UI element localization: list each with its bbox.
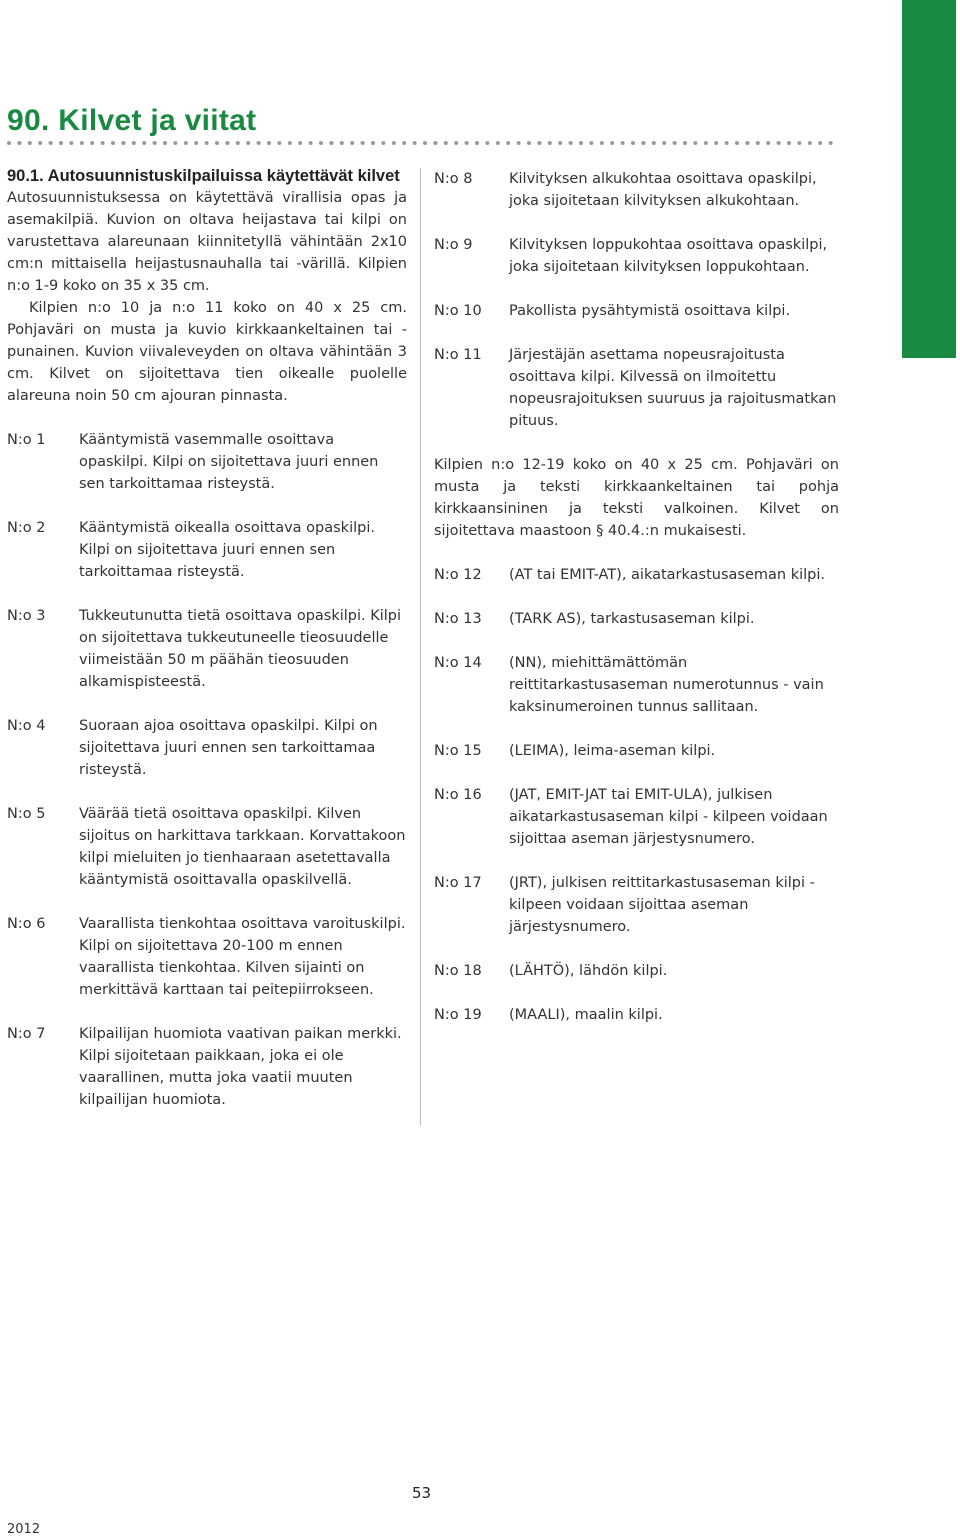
section-title: 90.1. Autosuunnistuskilpailuissa käytettävät kilvet <box>7 167 400 185</box>
page-number: 53 <box>412 1484 432 1502</box>
sign-description: (AT tai EMIT-AT), aikatarkastusaseman kilpi. <box>509 567 825 583</box>
sign-number: N:o 11 <box>434 347 482 363</box>
sign-number: N:o 10 <box>434 303 482 319</box>
sign-item-9 <box>434 234 839 278</box>
sign-description: Vaarallista tienkohtaa osoittava varoituskilpi. Kilpi on sijoitettava 20-100 m ennen vaarallista tienkohtaa. Kilven sijainti on merkittävä karttaan tai peitepiirrokseen. <box>79 916 406 998</box>
sign-number: N:o 17 <box>434 875 482 891</box>
sign-item-4 <box>7 715 407 781</box>
sign-item-15 <box>434 740 839 762</box>
sign-number: N:o 12 <box>434 567 482 583</box>
sign-item-18 <box>434 960 839 982</box>
sign-description: (TARK AS), tarkastusaseman kilpi. <box>509 611 755 627</box>
sign-number: N:o 15 <box>434 743 482 759</box>
sign-number: N:o 14 <box>434 655 482 671</box>
sign-number: N:o 6 <box>7 916 46 932</box>
sign-description: (LEIMA), leima-aseman kilpi. <box>509 743 716 759</box>
sign-item-11 <box>434 344 839 432</box>
sign-item-6 <box>7 913 407 1001</box>
sign-item-10 <box>434 300 839 322</box>
sign-item-1 <box>7 429 407 495</box>
sign-number: N:o 7 <box>7 1026 46 1042</box>
sign-number: N:o 1 <box>7 432 46 448</box>
sign-description: (MAALI), maalin kilpi. <box>509 1007 663 1023</box>
sign-number: N:o 2 <box>7 520 46 536</box>
footer-year: 2012 <box>7 1522 41 1537</box>
sign-item-2 <box>7 517 407 583</box>
sign-description: Kilpailijan huomiota vaativan paikan merkki. Kilpi sijoitetaan paikkaan, joka ei ole vaarallinen, mutta joka vaatii muuten kilpailijan huomiota. <box>79 1026 402 1108</box>
sign-description: Kilvityksen alkukohtaa osoittava opaskilpi, joka sijoitetaan kilvityksen alkukohtaan. <box>509 171 817 209</box>
sign-number: N:o 9 <box>434 237 473 253</box>
signs-12-19-paragraph: Kilpien n:o 12-19 koko on 40 x 25 cm. Pohjaväri on musta ja teksti kirkkaankeltainen tai pohja kirkkaansininen ja teksti valkoinen. Kilvet on sijoitettava maastoon § 40.4.:n mukaisesti. <box>434 457 839 539</box>
sign-number: N:o 19 <box>434 1007 482 1023</box>
left-column <box>7 165 407 1111</box>
sign-item-8 <box>434 168 839 212</box>
section-size-paragraph: Kilpien n:o 10 ja n:o 11 koko on 40 x 25 cm. Pohjaväri on musta ja kuvio kirkkaankeltainen tai -punainen. Kuvion viivaleveyden on oltava vähintään 3 cm. Kilvet on sijoitettava tien oikealle puolelle alareuna noin 50 cm ajouran pinnasta. <box>7 300 407 404</box>
sign-description: Pakollista pysähtymistä osoittava kilpi. <box>509 303 791 319</box>
sign-number: N:o 3 <box>7 608 46 624</box>
sign-description: Väärää tietä osoittava opaskilpi. Kilven sijoitus on harkittava tarkkaan. Korvattakoon kilpi mieluiten jo tienhaaraan asetettavalla kääntymistä osoittavalla opaskilvellä. <box>79 806 406 888</box>
sign-number: N:o 8 <box>434 171 473 187</box>
sign-number: N:o 5 <box>7 806 46 822</box>
sign-item-17 <box>434 872 839 938</box>
column-divider <box>420 168 421 1126</box>
sign-item-13 <box>434 608 839 630</box>
sign-description: Kilvityksen loppukohtaa osoittava opaskilpi, joka sijoitetaan kilvityksen loppukohtaan. <box>509 237 828 275</box>
sign-description: (LÄHTÖ), lähdön kilpi. <box>509 963 668 979</box>
sign-item-19 <box>434 1004 839 1026</box>
chapter-tab <box>902 0 956 358</box>
sign-description: (JAT, EMIT-JAT tai EMIT-ULA), julkisen aikatarkastusaseman kilpi - kilpeen voidaan sijoittaa aseman järjestysnumero. <box>509 787 828 847</box>
sign-item-16 <box>434 784 839 850</box>
sign-description: (JRT), julkisen reittitarkastusaseman kilpi - kilpeen voidaan sijoittaa aseman järjestysnumero. <box>509 875 815 935</box>
page-title: 90. Kilvet ja viitat <box>7 104 257 137</box>
sign-item-12 <box>434 564 839 586</box>
sign-number: N:o 13 <box>434 611 482 627</box>
sign-description: Järjestäjän asettama nopeusrajoitusta osoittava kilpi. Kilvessä on ilmoitettu nopeusrajoituksen suuruus ja rajoitusmatkan pituus. <box>509 347 837 429</box>
sign-number: N:o 18 <box>434 963 482 979</box>
sign-item-5 <box>7 803 407 891</box>
sign-description: Kääntymistä vasemmalle osoittava opaskilpi. Kilpi on sijoitettava juuri ennen sen tarkoittamaa risteystä. <box>79 432 379 492</box>
sign-description: Kääntymistä oikealla osoittava opaskilpi. Kilpi on sijoitettava juuri ennen sen tarkoittamaa risteystä. <box>79 520 375 580</box>
sign-item-14 <box>434 652 839 718</box>
sign-number: N:o 16 <box>434 787 482 803</box>
sign-description: (NN), miehittämättömän reittitarkastusaseman numerotunnus - vain kaksinumeroinen tunnus sallitaan. <box>509 655 824 715</box>
sign-description: Tukkeutunutta tietä osoittava opaskilpi. Kilpi on sijoitettava tukkeutuneelle tieosuudelle viimeistään 50 m päähän tieosuuden alkamispisteestä. <box>79 608 402 690</box>
sign-item-7 <box>7 1023 407 1111</box>
section-intro-paragraph: Autosuunnistuksessa on käytettävä virallisia opas ja asemakilpiä. Kuvion on oltava heijastava tai kilpi on varustettava alareunaan kiinnitetyllä vähintään 2x10 cm:n mittaisella heijastusnauhalla tai -värillä. Kilpien n:o 1-9 koko on 35 x 35 cm. <box>7 190 407 294</box>
sign-number: N:o 4 <box>7 718 46 734</box>
sign-item-3 <box>7 605 407 693</box>
sign-description: Suoraan ajoa osoittava opaskilpi. Kilpi on sijoitettava juuri ennen sen tarkoittamaa risteystä. <box>79 718 378 778</box>
dotted-rule <box>7 140 839 146</box>
right-column <box>434 168 839 1026</box>
